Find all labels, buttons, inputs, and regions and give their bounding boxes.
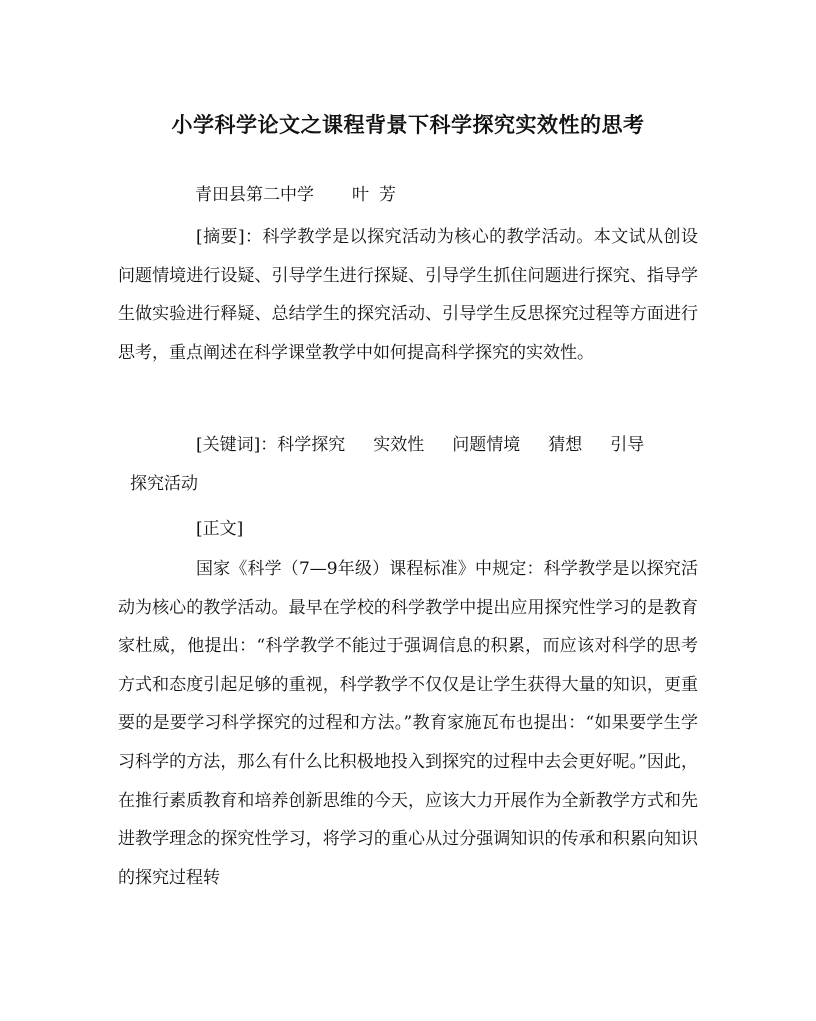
author-name: 叶芳 [352, 185, 406, 205]
document-title: 小学科学论文之课程背景下科学探究实效性的思考 [171, 112, 645, 137]
abstract-paragraph: [摘要]：科学教学是以探究活动为核心的教学活动。本文试从创设问题情境进行设疑、引导学生进行探疑、引导学生抓住问题进行探究、指导学生做实验进行释疑、总结学生的探究活动、引导学生反思探究过程等方面进行思考，重点阐述在科学课堂教学中如何提高科学探究的实效性。 [118, 227, 698, 363]
keyword-item: 实效性 [373, 435, 425, 455]
keyword-item: 引导 [610, 435, 645, 455]
keywords-line [118, 426, 698, 465]
author-school: 青田县第二中学 [195, 185, 314, 205]
keywords-label: [关键词]： [196, 435, 278, 455]
keyword-item: 猜想 [548, 435, 583, 455]
keyword-item: 探究活动 [130, 473, 198, 494]
keywords-section [118, 426, 698, 503]
body-label: [正文] [196, 519, 244, 539]
keyword-item: 科学探究 [277, 435, 346, 455]
keyword-item: 问题情境 [452, 435, 521, 455]
author-line [195, 181, 406, 209]
body-paragraph: 国家《科学（7—9年级）课程标准》中规定：科学教学是以探究活动为核心的教学活动。最早在学校的科学教学中提出应用探究性学习的是教育家杜威，他提出：“科学教学不能过于强调信息的积累，而应该对科学的思考方式和态度引起足够的重视，科学教学不仅仅是让学生获得大量的知识，更重要的是要学习科学探究的过程和方法。”教育家施瓦布也提出：“如果要学生学习科学的方法，那么有什么比积极地投入到探究的过程中去会更好呢。”因此，在推行素质教育和培养创新思维的今天，应该大力开展作为全新教学方式和先进教学理念的探究性学习，将学习的重心从过分强调知识的传承和积累向知识的探究过程转 [118, 559, 698, 888]
